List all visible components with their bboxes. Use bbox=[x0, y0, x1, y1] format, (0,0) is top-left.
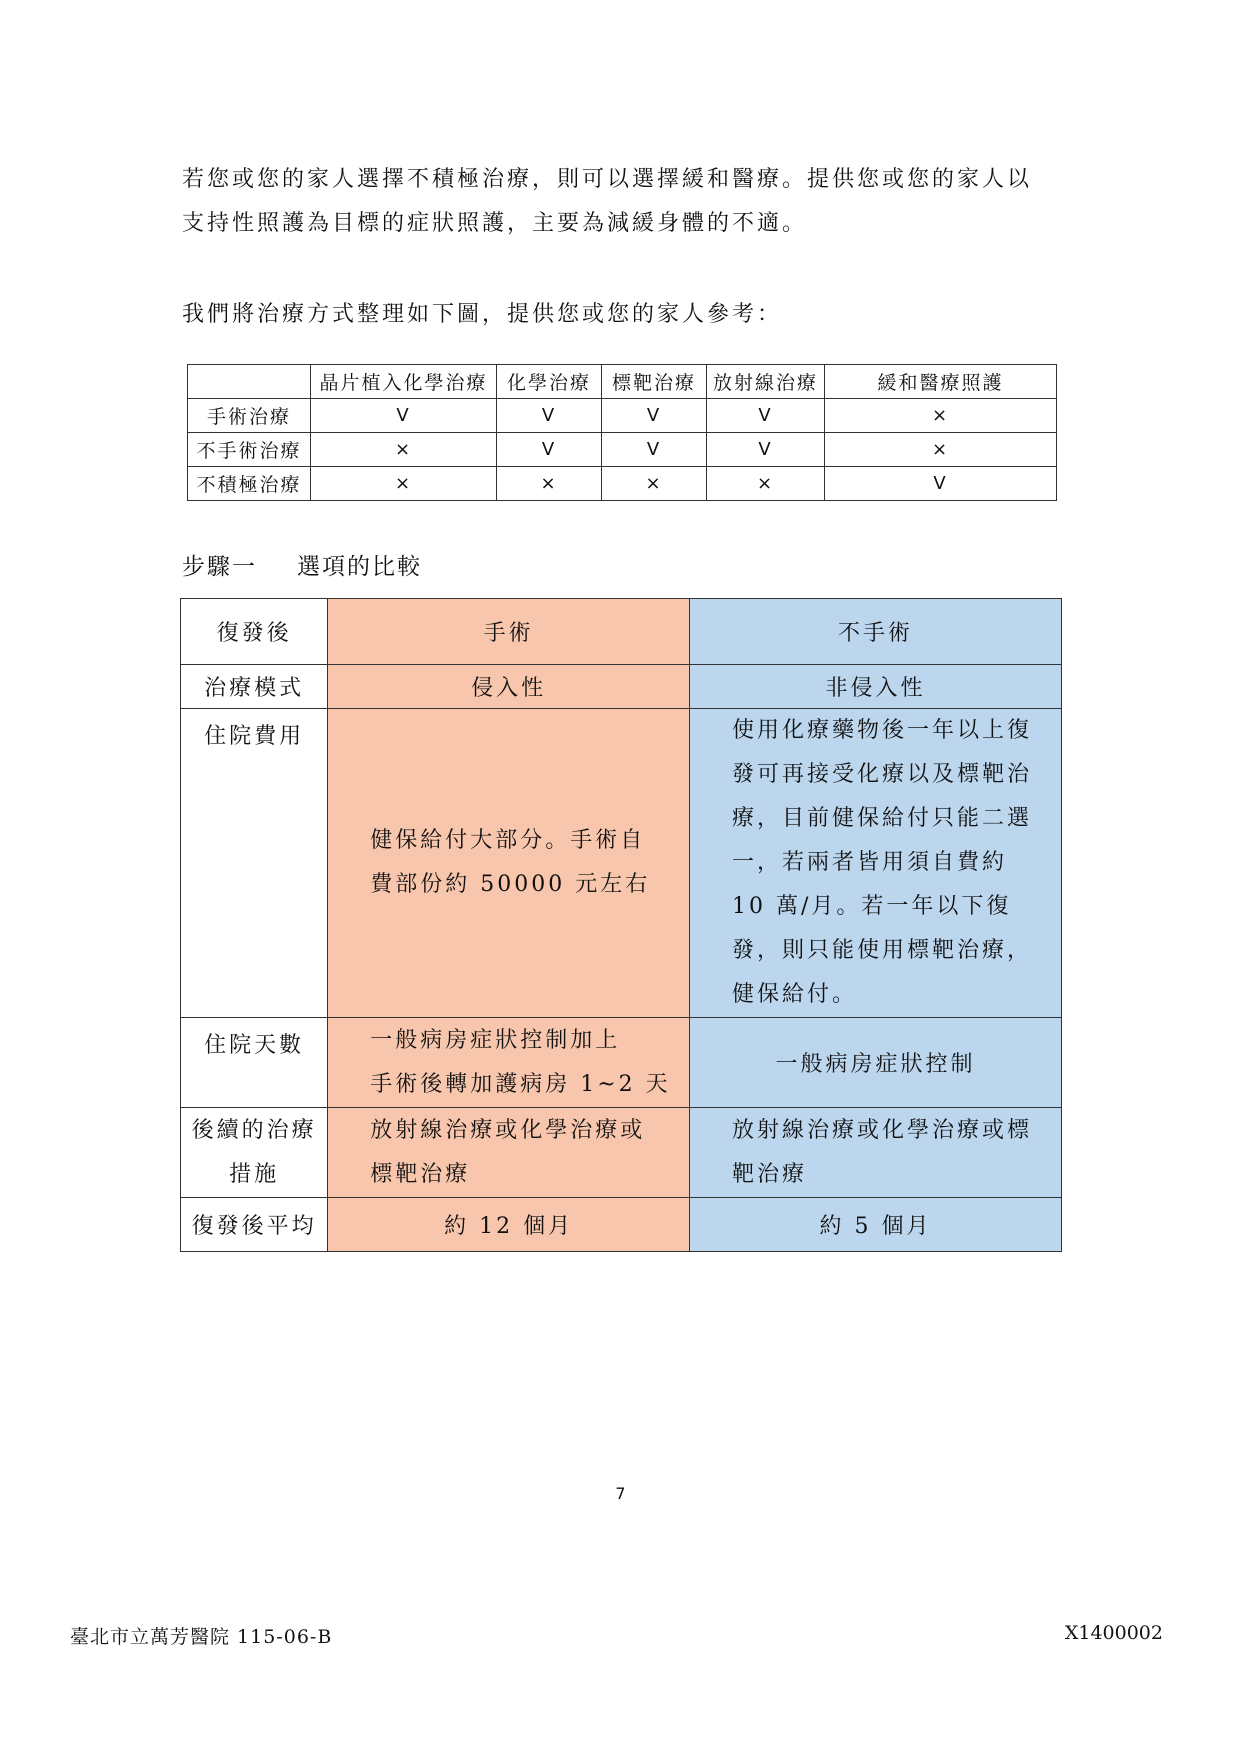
cell-line: 發，則只能使用標靶治療， bbox=[731, 938, 1032, 963]
table-row bbox=[188, 399, 1057, 433]
no-surgery-cell bbox=[689, 1108, 1061, 1198]
table-cell: × bbox=[707, 467, 825, 501]
row-label: 手術治療 bbox=[188, 399, 311, 433]
row-label: 復發後平均 bbox=[181, 1198, 328, 1252]
table-row bbox=[188, 467, 1057, 501]
table-cell: V bbox=[497, 433, 602, 467]
row-label: 不積極治療 bbox=[188, 467, 311, 501]
surgery-cell: 侵入性 bbox=[328, 665, 690, 709]
step-title: 選項的比較 bbox=[297, 554, 422, 580]
table-cell: × bbox=[602, 467, 707, 501]
footer-form-id: X1400002 bbox=[1064, 1622, 1163, 1644]
cell-line: 靶治療 bbox=[731, 1161, 807, 1187]
table-row bbox=[181, 1198, 1062, 1252]
surgery-cell bbox=[328, 1018, 690, 1108]
intro-line-1: 若您或您的家人選擇不積極治療，則可以選擇緩和醫療。提供您或您的家人以 bbox=[182, 167, 1033, 192]
table-row bbox=[181, 709, 1062, 1018]
table-row bbox=[181, 665, 1062, 709]
table-row bbox=[181, 1108, 1062, 1198]
comparison-header-label: 復發後 bbox=[181, 599, 328, 665]
cell-line: 放射線治療或化學治療或 bbox=[370, 1117, 646, 1143]
table-cell: V bbox=[825, 467, 1057, 501]
no-surgery-cell bbox=[689, 709, 1061, 1018]
comparison-header-no-surgery: 不手術 bbox=[689, 599, 1061, 665]
table-row bbox=[181, 1018, 1062, 1108]
row-label bbox=[181, 1108, 328, 1198]
table-header-cell: 晶片植入化學治療 bbox=[311, 365, 497, 399]
comparison-header-row bbox=[181, 599, 1062, 665]
table-header-row bbox=[188, 365, 1057, 399]
table-cell: V bbox=[707, 399, 825, 433]
surgery-cell bbox=[328, 1108, 690, 1198]
cell-line: 健保給付大部分。手術自 bbox=[370, 828, 646, 853]
cell-line: 標靶治療 bbox=[370, 1161, 471, 1187]
cell-line: 一般病房症狀控制加上 bbox=[370, 1027, 621, 1053]
cell-line: 一，若兩者皆用須自費約 bbox=[731, 850, 1007, 875]
row-label: 不手術治療 bbox=[188, 433, 311, 467]
cell-line: 發可再接受化療以及標靶治 bbox=[731, 762, 1032, 787]
table-header-cell: 放射線治療 bbox=[707, 365, 825, 399]
table-cell: V bbox=[707, 433, 825, 467]
table-cell: × bbox=[825, 399, 1057, 433]
comparison-table bbox=[180, 598, 1062, 1252]
row-label: 住院費用 bbox=[181, 709, 328, 1018]
table-header-cell: 化學治療 bbox=[497, 365, 602, 399]
cell-line: 放射線治療或化學治療或標 bbox=[731, 1117, 1032, 1143]
surgery-cell: 約 12 個月 bbox=[328, 1198, 690, 1252]
table-row bbox=[188, 433, 1057, 467]
table-cell: V bbox=[602, 433, 707, 467]
page-number: 7 bbox=[615, 1484, 626, 1503]
intro-line-2: 支持性照護為目標的症狀照護，主要為減緩身體的不適。 bbox=[182, 211, 808, 236]
table-cell: × bbox=[311, 433, 497, 467]
comparison-header-surgery: 手術 bbox=[328, 599, 690, 665]
step-heading bbox=[182, 548, 422, 581]
step-label: 步驟一 bbox=[182, 554, 257, 580]
no-surgery-cell: 非侵入性 bbox=[689, 665, 1061, 709]
reference-note: 我們將治療方式整理如下圖，提供您或您的家人參考： bbox=[182, 302, 783, 327]
row-label-line: 措施 bbox=[229, 1161, 280, 1187]
cell-line: 使用化療藥物後一年以上復 bbox=[731, 718, 1032, 743]
table-cell: × bbox=[497, 467, 602, 501]
cell-line: 手術後轉加護病房 1~2 天 bbox=[370, 1071, 671, 1097]
table-cell: V bbox=[602, 399, 707, 433]
row-label: 治療模式 bbox=[181, 665, 328, 709]
table-header-cell bbox=[188, 365, 311, 399]
cell-line: 10 萬/月。若一年以下復 bbox=[731, 894, 1012, 919]
cell-line: 費部份約 50000 元左右 bbox=[370, 872, 651, 897]
no-surgery-cell: 一般病房症狀控制 bbox=[689, 1018, 1061, 1108]
table-cell: V bbox=[311, 399, 497, 433]
no-surgery-cell: 約 5 個月 bbox=[689, 1198, 1061, 1252]
footer-document-code: 臺北市立萬芳醫院 115-06-B bbox=[70, 1626, 333, 1648]
table-cell: × bbox=[825, 433, 1057, 467]
table-header-cell: 緩和醫療照護 bbox=[825, 365, 1057, 399]
row-label-line: 後續的治療 bbox=[191, 1117, 317, 1143]
cell-line: 療，目前健保給付只能二選 bbox=[731, 806, 1032, 831]
table-cell: V bbox=[497, 399, 602, 433]
treatment-options-table bbox=[187, 364, 1057, 501]
row-label: 住院天數 bbox=[181, 1018, 328, 1108]
table-cell: × bbox=[311, 467, 497, 501]
surgery-cell bbox=[328, 709, 690, 1018]
table-header-cell: 標靶治療 bbox=[602, 365, 707, 399]
cell-line: 健保給付。 bbox=[731, 982, 857, 1007]
